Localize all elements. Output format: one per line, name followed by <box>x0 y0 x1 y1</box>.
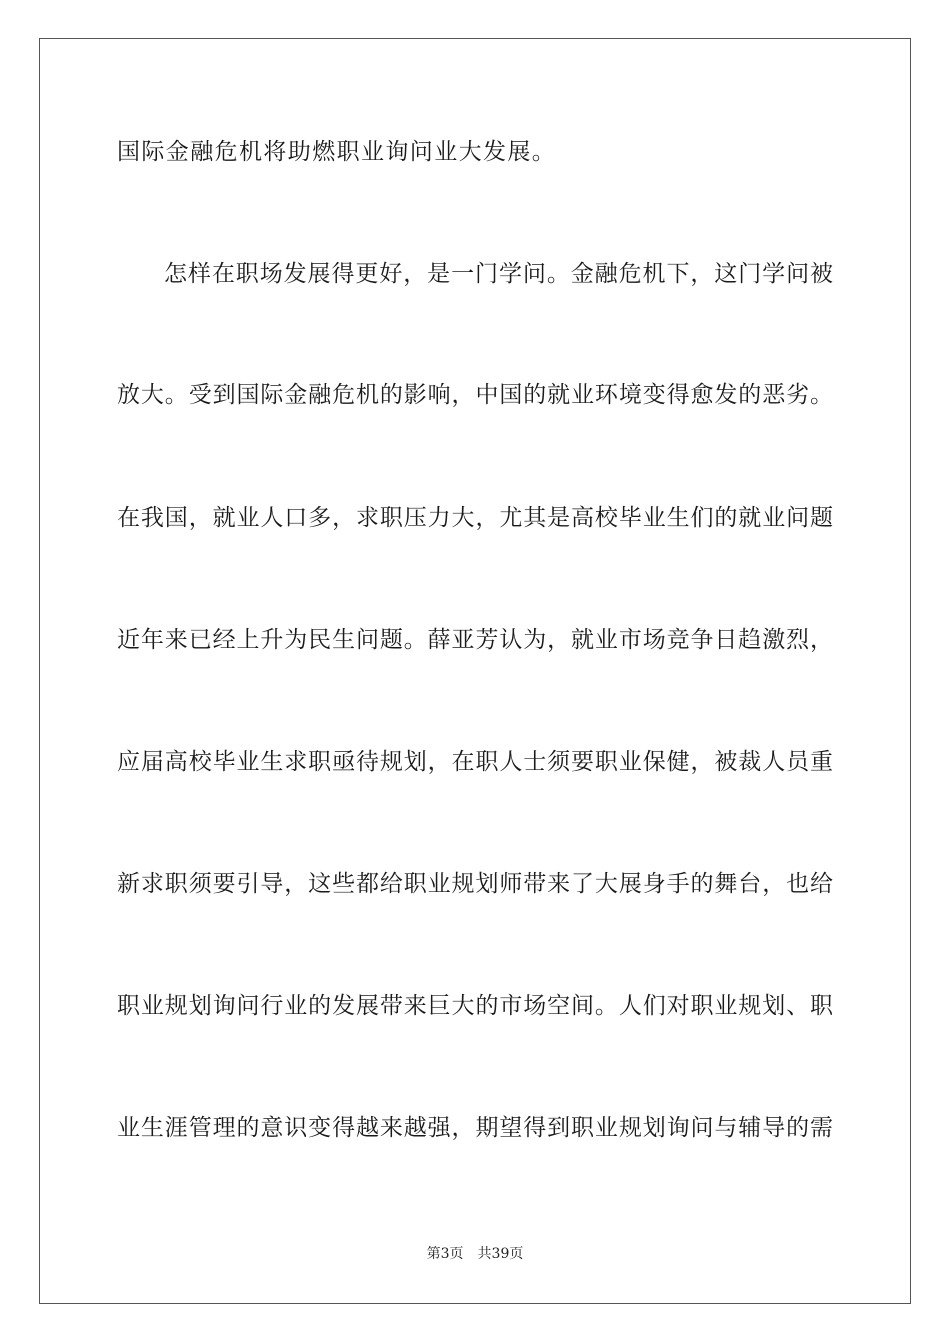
paragraph-line: 放大。受到国际金融危机的影响，中国的就业环境变得愈发的恶劣。 <box>117 382 833 408</box>
current-page-number: 第3页 <box>426 1246 464 1262</box>
paragraph-line: 怎样在职场发展得更好，是一门学问。金融危机下，这门学问被 <box>164 261 833 287</box>
paragraph-line: 应届高校毕业生求职亟待规划，在职人士须要职业保健，被裁人员重 <box>117 749 833 775</box>
total-page-count: 共39页 <box>477 1246 524 1262</box>
paragraph-line: 新求职须要引导，这些都给职业规划师带来了大展身手的舞台，也给 <box>117 871 833 897</box>
paragraph-line: 职业规划询问行业的发展带来巨大的市场空间。人们对职业规划、职 <box>117 993 833 1019</box>
paragraph-line: 业生涯管理的意识变得越来越强，期望得到职业规划询问与辅导的需 <box>117 1115 833 1141</box>
paragraph-line: 近年来已经上升为民生问题。薛亚芳认为，就业市场竞争日趋激烈， <box>117 627 833 653</box>
paragraph-line: 在我国，就业人口多，求职压力大，尤其是高校毕业生们的就业问题 <box>117 505 833 531</box>
paragraph-line: 国际金融危机将助燃职业询问业大发展。 <box>117 139 557 165</box>
page-footer <box>0 1245 950 1263</box>
